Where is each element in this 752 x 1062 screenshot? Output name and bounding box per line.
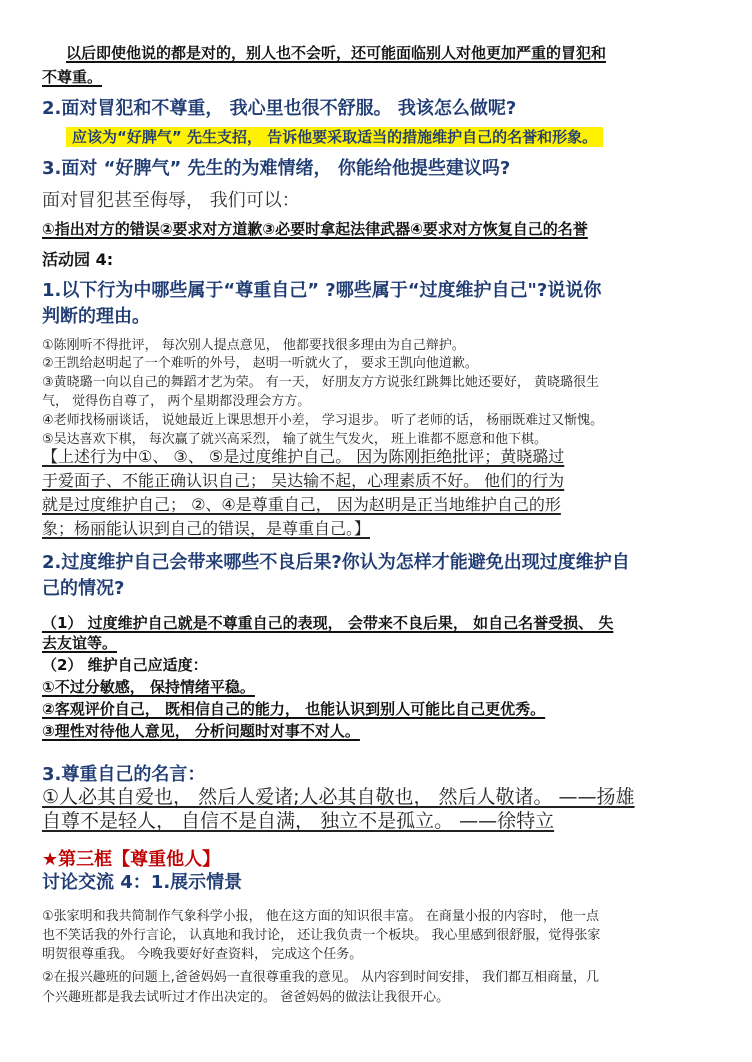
answer-list-item: ③理性对待他人意见， 分析问题时对事不对人。 [42,722,360,740]
scenario-paragraph: 也不笑话我的外行言论， 认真地和我讨论， 还让我负责一个板块。 我心里感到很舒服，觉得张家 [42,928,601,943]
question-heading: 判断的理由。 [42,306,150,327]
answer-paragraph: 就是过度维护自己； ②、④是尊重自己， 因为赵明是正当地维护自己的形 [42,495,561,514]
answer-paragraph: 象；杨丽能认识到自己的错误，是尊重自己。】 [42,519,371,538]
quote-line: ①人必其自爱也， 然后人爱诸;人必其自敬也， 然后人敬诸。 ——扬雄 [42,786,635,808]
answer-list-item: ②客观评价自己， 既相信自己的能力， 也能认识到别人可能比自己更优秀。 [42,700,546,718]
question-heading: 3.面对 “好脾气” 先生的为难情绪， 你能给他提些建议吗? [42,158,511,179]
answer-highlight: 应该为“好脾气” 先生支招， 告诉他要采取适当的措施维护自己的名誉和形象。 [66,127,603,147]
scenario-paragraph: 个兴趣班都是我去试听过才作出决定的。 爸爸妈妈的做法让我很开心。 [42,990,450,1005]
scenario-paragraph: ①张家明和我共简制作气象科学小报， 他在这方面的知识很丰富。 在商量小报的内容时， 他一点 [42,909,600,924]
scenario-paragraph: ②在报兴趣班的问题上,爸爸妈妈一直很尊重我的意见。 从内容到时间安排， 我们都互相商量，几 [42,970,600,985]
quote-line: 自尊不是轻人， 自信不是自满， 独立不是孤立。 ——徐特立 [42,810,555,832]
answer-paragraph: 去友谊等。 [42,634,118,652]
scenario-item: ④老师找杨丽谈话， 说她最近上课思想开小差， 学习退步。 听了老师的话， 杨丽既难过又惭愧。 [42,413,604,428]
paragraph-line: 不尊重。 [42,68,103,86]
highlighted-answer [66,126,710,147]
answer-subheading: （2） 维护自己应适度： [42,656,208,674]
question-heading: 2.面对冒犯和不尊重， 我心里也很不舒服。 我该怎么做呢? [42,98,517,119]
answer-paragraph: （1） 过度维护自己就是不尊重自己的表现， 会带来不良后果， 如自己名誉受损、 失 [42,614,614,632]
answer-list-item: ①不过分敏感， 保持情绪平稳。 [42,678,255,696]
scenario-item: ①陈刚听不得批评， 每次别人提点意见， 他都要找很多理由为自己辩护。 [42,338,465,353]
question-heading: 1.以下行为中哪些属于“尊重自己” ?哪些属于“过度维护自己"?说说你 [42,280,602,301]
question-heading: 讨论交流 4：1.展示情景 [42,872,243,893]
answer-paragraph: 【上述行为中①、 ③、 ⑤是过度维护自己。 因为陈刚拒绝批评；黄晓璐过 [42,447,565,466]
answer-list: ①指出对方的错误②要求对方道歉③必要时拿起法律武器④要求对方恢复自己的名誉 [42,220,588,238]
question-heading: 己的情况? [42,578,125,599]
paragraph-line: 以后即使他说的都是对的，别人也不会听，还可能面临别人对他更加严重的冒犯和 [66,44,607,62]
scenario-item: ⑤吴达喜欢下棋， 每次赢了就兴高采烈， 输了就生气发火， 班上谁都不愿意和他下棋。 [42,432,548,447]
question-heading: 2.过度维护自己会带来哪些不良后果?你认为怎样才能避免出现过度维护自 [42,552,630,573]
scenario-item: ③黄晓璐一向以自己的舞蹈才艺为荣。 有一天， 好朋友方方说张红跳舞比她还要好， 黄晓璐很生 [42,375,600,390]
scenario-item: ②王凯给赵明起了一个难听的外号， 赵明一听就火了， 要求王凯向他道歉。 [42,356,478,371]
answer-paragraph: 于爱面子、不能正确认识自己； 吴达输不起，心理素质不好。 他们的行为 [42,471,565,490]
scenario-paragraph: 明贺很尊重我。 今晚我要好好查资料， 完成这个任务。 [42,947,363,962]
section-heading: 活动园 4: [42,250,114,269]
question-heading: 3.尊重自己的名言： [42,764,206,785]
paragraph-line: 面对冒犯甚至侮辱， 我们可以： [42,190,300,211]
scenario-item: 气， 觉得伤自尊了， 两个星期都没理会方方。 [42,394,311,409]
section-title: ★第三框【尊重他人】 [42,849,221,870]
